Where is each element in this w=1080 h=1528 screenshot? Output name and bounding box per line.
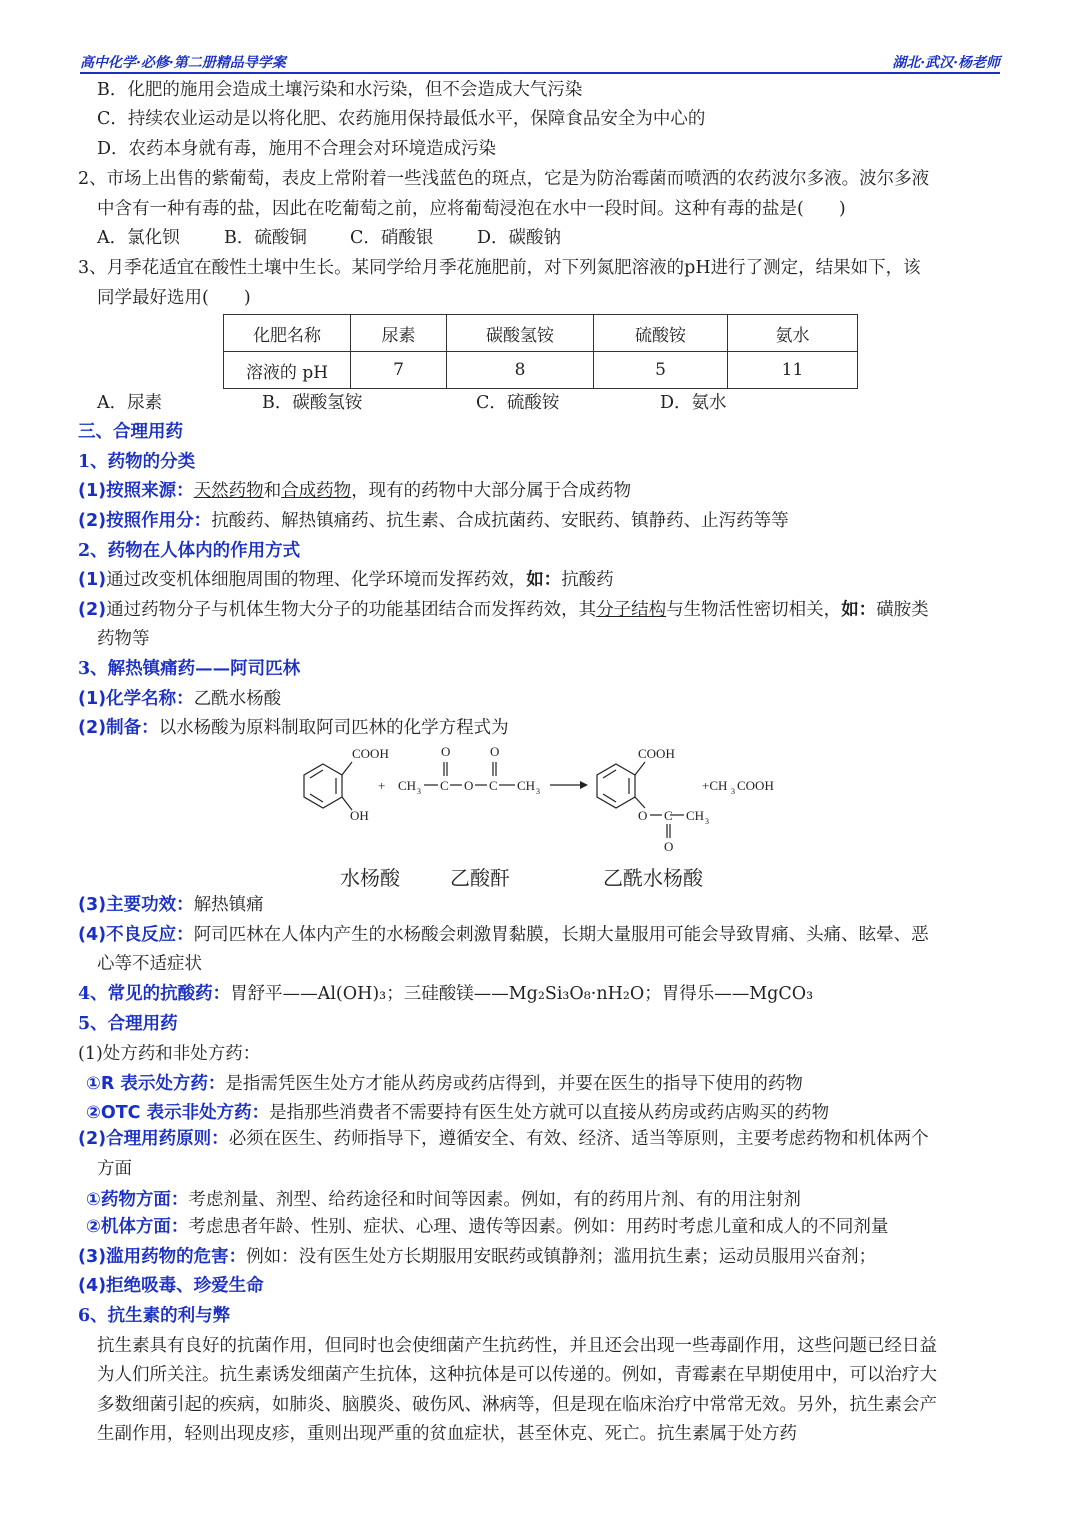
q1-option-c: C．持续农业运动是以将化肥、农药施用保持最低水平，保障食品安全为中心的 xyxy=(97,109,706,129)
table-cell: 氨水 xyxy=(728,315,858,352)
heading-1: 1、药物的分类 xyxy=(78,452,196,472)
p5b2 xyxy=(86,1216,1080,1238)
chem-label: COOH xyxy=(638,746,675,761)
table-cell: 8 xyxy=(447,352,594,389)
p2b-mid: 与生物活性密切相关， xyxy=(666,600,842,620)
table-cell: 化肥名称 xyxy=(224,315,351,352)
p3c-label: (3)主要功效： xyxy=(78,895,194,915)
p3d xyxy=(78,924,1080,946)
carbon-atom: C xyxy=(489,778,498,793)
p2b-term: 分子结构 xyxy=(596,600,667,620)
p5b2-label: ②机体方面： xyxy=(86,1217,189,1237)
table-row xyxy=(224,315,858,352)
p2b-end: 磺胺类 xyxy=(876,600,929,620)
p5b-label: (2)合理用药原则： xyxy=(78,1129,229,1149)
p1a-term1: 天然药物 xyxy=(193,481,264,501)
p1a-term2: 合成药物 xyxy=(281,481,352,501)
p2a xyxy=(78,569,1080,591)
p2a-label: (1) xyxy=(78,570,107,590)
ph-table xyxy=(223,314,858,389)
q1-option-b: B．化肥的施用会造成土壤污染和水污染，但不会造成大气污染 xyxy=(97,80,583,100)
chem-label: O xyxy=(441,744,451,759)
p2a-end: 抗酸药 xyxy=(561,570,614,590)
chem-label: COOH xyxy=(352,746,389,761)
p2a-ru: 如： xyxy=(526,570,562,590)
table-row xyxy=(224,352,858,389)
p1a-mid: 和 xyxy=(263,481,282,501)
chem-label: CH xyxy=(398,778,417,793)
p2b-line2: 药物等 xyxy=(97,629,150,649)
q1-option-d: D．农药本身就有毒，施用不合理会对环境造成污染 xyxy=(97,139,497,159)
p5b xyxy=(78,1128,1080,1150)
benzene-ring-icon xyxy=(304,762,352,810)
chem-label: OH xyxy=(350,808,369,823)
table-cell: 溶液的 pH xyxy=(224,352,351,389)
heading-5: 5、合理用药 xyxy=(78,1014,178,1034)
header-right-author: 湖北·武汉·杨老师 xyxy=(892,55,1000,71)
p5b2-text: 考虑患者年龄、性别、症状、心理、遗传等因素。例如：用药时考虑儿童和成人的不同剂量 xyxy=(188,1217,889,1237)
p1a-label: (1)按照来源： xyxy=(78,481,194,501)
p5a2-label: ②OTC 表示非处方药： xyxy=(86,1103,270,1123)
p5b1-label: ①药物方面： xyxy=(86,1190,189,1210)
p5b1 xyxy=(86,1189,1080,1211)
chem-label: O xyxy=(464,778,474,793)
p1a-rest: ，现有的药物中大部分属于合成药物 xyxy=(351,481,632,501)
p3b xyxy=(78,717,1080,739)
p3b-text: 以水杨酸为原料制取阿司匹林的化学方程式为 xyxy=(158,718,509,738)
p3c xyxy=(78,894,1080,916)
p5a1-label: ①R 表示处方药： xyxy=(86,1074,226,1094)
p2b xyxy=(78,599,1080,621)
chem-label: O xyxy=(664,839,674,854)
p1a xyxy=(78,480,1080,502)
section-title: 三、合理用药 xyxy=(78,422,183,442)
chem-label: +CH xyxy=(702,778,728,793)
caption-salicylic-acid: 水杨酸 xyxy=(340,866,400,890)
p1b-text: 抗酸药、解热镇痛药、抗生素、合成抗菌药、安眠药、镇静药、止泻药等等 xyxy=(211,511,789,531)
p3b-label: (2)制备： xyxy=(78,718,159,738)
p5a1 xyxy=(86,1073,1080,1095)
heading-4: 4、常见的抗酸药： xyxy=(78,984,231,1004)
q3-option-c: C．硫酸铵 xyxy=(476,393,560,413)
antacid-list: 胃舒平——Al(OH)₃；三硅酸镁——Mg₂Si₃O₈·nH₂O；胃得乐——MgCO₃ xyxy=(230,984,814,1004)
plus-sign: + xyxy=(378,778,386,793)
q3-option-b: B．碳酸氢铵 xyxy=(262,393,363,413)
chem-label: O xyxy=(638,808,648,823)
q2-option-c: C．硝酸银 xyxy=(350,228,434,248)
p5c-text: 例如：没有医生处方长期服用安眠药或镇静剂；滥用抗生素；运动员服用兴奋剂； xyxy=(246,1247,877,1267)
p5a2 xyxy=(86,1102,1080,1124)
aspirin-synthesis-equation xyxy=(290,738,790,856)
q3-option-d: D．氨水 xyxy=(660,393,727,413)
p4 xyxy=(78,983,1080,1005)
p3a-text: 乙酰水杨酸 xyxy=(193,689,282,709)
header-left-title: 高中化学·必修·第二册精品导学案 xyxy=(80,55,286,71)
p5b-line2: 方面 xyxy=(97,1159,132,1179)
chem-label: CH xyxy=(686,808,705,823)
table-cell: 5 xyxy=(594,352,728,389)
p2b-text: 通过药物分子与机体生物大分子的功能基团结合而发挥药效，其 xyxy=(106,600,597,620)
table-cell: 硫酸铵 xyxy=(594,315,728,352)
p6-line1: 抗生素具有良好的抗菌作用，但同时也会使细菌产生抗药性，并且还会出现一些毒副作用，这些问题已经日益 xyxy=(97,1336,937,1356)
table-cell: 7 xyxy=(351,352,447,389)
q2-stem-line2: 中含有一种有毒的盐，因此在吃葡萄之前，应将葡萄浸泡在水中一段时间。这种有毒的盐是( ) xyxy=(97,199,846,219)
chem-label: CH xyxy=(517,778,536,793)
q2-option-a: A．氯化钡 xyxy=(97,228,180,248)
p5a1-text: 是指需凭医生处方才能从药房或药店得到，并要在医生的指导下使用的药物 xyxy=(225,1074,803,1094)
p3a xyxy=(78,688,1080,710)
q3-stem-line2: 同学最好选用( ) xyxy=(97,288,251,308)
p5a2-text: 是指那些消费者不需要持有医生处方就可以直接从药房或药店购买的药物 xyxy=(269,1103,830,1123)
p2b-ru: 如： xyxy=(841,600,877,620)
p3d-label: (4)不良反应： xyxy=(78,925,194,945)
table-cell: 尿素 xyxy=(351,315,447,352)
p5c xyxy=(78,1246,1080,1268)
p5b1-text: 考虑剂量、剂型、给药途径和时间等因素。例如，有的药用片剂、有的用注射剂 xyxy=(188,1190,801,1210)
p5d: (4)拒绝吸毒、珍爱生命 xyxy=(78,1276,264,1296)
caption-acetic-anhydride: 乙酸酐 xyxy=(450,866,510,890)
table-cell: 11 xyxy=(728,352,858,389)
benzene-ring-icon xyxy=(597,762,645,808)
q2-option-d: D．碳酸钠 xyxy=(477,228,562,248)
p2b-label: (2) xyxy=(78,600,107,620)
q2-option-b: B．硫酸铜 xyxy=(224,228,307,248)
p3c-text: 解热镇痛 xyxy=(193,895,264,915)
table-cell: 碳酸氢铵 xyxy=(447,315,594,352)
p6-line4: 生副作用，轻则出现皮疹，重则出现严重的贫血症状，甚至休克、死亡。抗生素属于处方药 xyxy=(97,1424,797,1444)
heading-3: 3、解热镇痛药——阿司匹林 xyxy=(78,659,301,679)
arrow-icon xyxy=(580,781,588,789)
page-header xyxy=(80,50,1000,74)
q3-stem-line1: 3、月季花适宜在酸性土壤中生长。某同学给月季花施肥前，对下列氮肥溶液的pH进行了测定，结果如下，该 xyxy=(78,258,921,278)
p5a: (1)处方药和非处方药： xyxy=(78,1044,261,1064)
carbon-atom: C xyxy=(440,778,449,793)
q2-stem-line1: 2、市场上出售的紫葡萄，表皮上常附着一些浅蓝色的斑点，它是为防治霉菌而喷洒的农药波尔多液。波尔多液 xyxy=(78,169,930,189)
subscript-3: 3 xyxy=(536,787,540,796)
p3a-label: (1)化学名称： xyxy=(78,689,194,709)
chem-label: COOH xyxy=(737,778,774,793)
p1b xyxy=(78,510,1080,532)
chem-label: O xyxy=(490,744,500,759)
p5b-text: 必须在医生、药师指导下，遵循安全、有效、经济、适当等原则，主要考虑药物和机体两个 xyxy=(228,1129,929,1149)
p6-line2: 为人们所关注。抗生素诱发细菌产生抗体，这种抗体是可以传递的。例如，青霉素在早期使用中，可以治疗大 xyxy=(97,1365,937,1385)
p1b-label: (2)按照作用分： xyxy=(78,511,212,531)
heading-6: 6、抗生素的利与弊 xyxy=(78,1306,231,1326)
subscript-3: 3 xyxy=(417,787,421,796)
p3d-line2: 心等不适症状 xyxy=(97,954,202,974)
caption-aspirin: 乙酰水杨酸 xyxy=(603,866,703,890)
p3d-text: 阿司匹林在人体内产生的水杨酸会刺激胃黏膜，长期大量服用可能会导致胃痛、头痛、眩晕、恶 xyxy=(193,925,929,945)
subscript-3: 3 xyxy=(731,787,735,796)
p6-line3: 多数细菌引起的疾病，如肺炎、脑膜炎、破伤风、淋病等，但是现在临床治疗中常常无效。另外，抗生素会产 xyxy=(97,1395,937,1415)
p2a-text: 通过改变机体细胞周围的物理、化学环境而发挥药效， xyxy=(106,570,527,590)
subscript-3: 3 xyxy=(705,817,709,826)
p5c-label: (3)滥用药物的危害： xyxy=(78,1247,247,1267)
heading-2: 2、药物在人体内的作用方式 xyxy=(78,541,301,561)
q3-option-a: A．尿素 xyxy=(97,393,163,413)
carbon-atom: C xyxy=(664,808,673,823)
